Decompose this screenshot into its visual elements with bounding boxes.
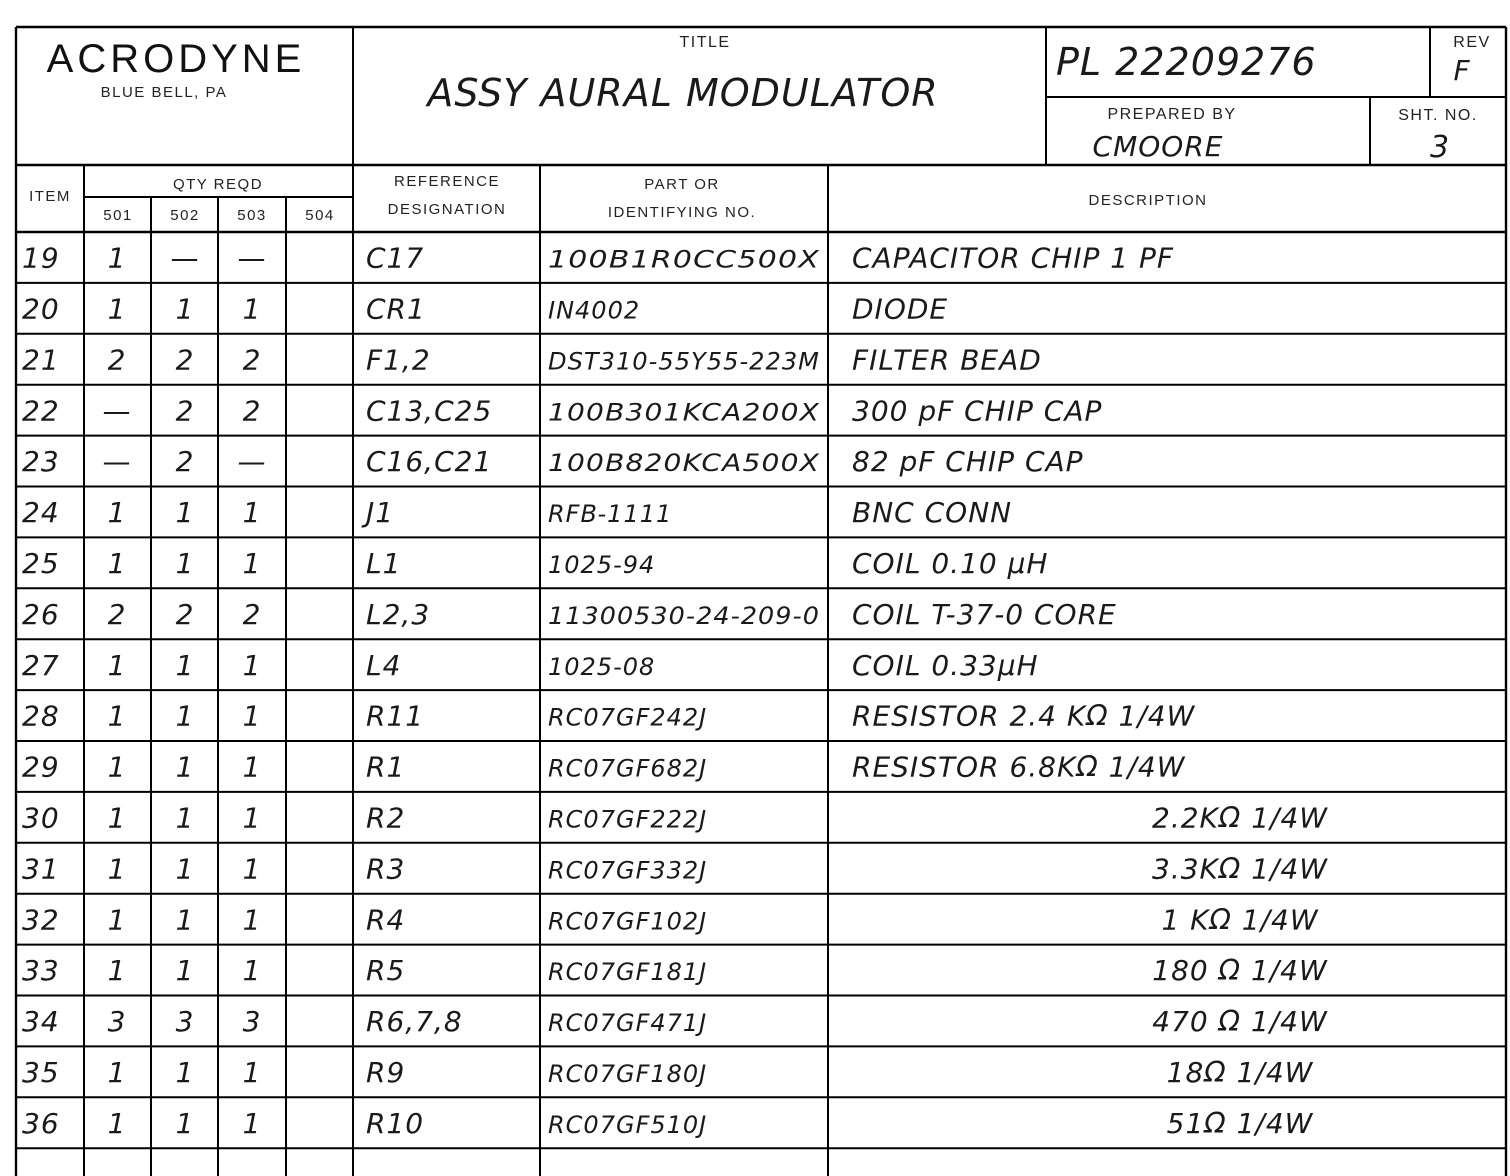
cell-qty-501: 1 bbox=[107, 496, 127, 530]
cell-qty-503: 2 bbox=[242, 597, 262, 631]
col-qty-503-header: 503 bbox=[237, 207, 267, 224]
prepared-by-value: CMOORE bbox=[1092, 130, 1224, 163]
cell-reference: R4 bbox=[366, 903, 406, 937]
cell-qty-501: 3 bbox=[107, 1005, 127, 1039]
cell-qty-503: 2 bbox=[242, 394, 262, 428]
cell-qty-503: 3 bbox=[242, 1005, 262, 1039]
cell-description: 3.3KΩ 1/4W bbox=[1152, 852, 1328, 886]
cell-part-number: RC07GF242J bbox=[548, 703, 708, 732]
col-qty-504-header: 504 bbox=[305, 207, 335, 224]
cell-item: 26 bbox=[22, 597, 60, 631]
cell-part-number: IN4002 bbox=[548, 296, 641, 325]
cell-qty-503: 1 bbox=[242, 954, 262, 988]
cell-qty-503: 1 bbox=[242, 903, 262, 937]
cell-item: 27 bbox=[22, 648, 60, 682]
cell-reference: CR1 bbox=[366, 292, 426, 326]
cell-qty-501: 1 bbox=[107, 852, 127, 886]
cell-qty-503: 1 bbox=[242, 648, 262, 682]
col-item-header: ITEM bbox=[29, 188, 71, 205]
cell-description: 180 Ω 1/4W bbox=[1152, 954, 1328, 988]
cell-description: FILTER BEAD bbox=[852, 343, 1042, 377]
table-row bbox=[22, 343, 1042, 376]
table-row bbox=[22, 751, 1186, 784]
cell-description: 18Ω 1/4W bbox=[1166, 1056, 1314, 1089]
cell-qty-503: — bbox=[237, 445, 267, 479]
cell-reference: R2 bbox=[366, 801, 406, 835]
cell-description: 2.2KΩ 1/4W bbox=[1152, 801, 1328, 835]
cell-reference: L4 bbox=[366, 648, 402, 682]
cell-qty-503: 1 bbox=[242, 801, 262, 835]
table-row bbox=[22, 649, 1039, 682]
prepared-by-label: PREPARED BY bbox=[1107, 106, 1237, 123]
cell-qty-501: 1 bbox=[107, 903, 127, 937]
col-qty-501-header: 501 bbox=[103, 207, 133, 224]
cell-item: 31 bbox=[22, 852, 60, 886]
cell-part-number: RC07GF471J bbox=[548, 1009, 708, 1038]
table-row bbox=[22, 547, 1048, 580]
cell-qty-503: 1 bbox=[242, 1056, 262, 1089]
cell-qty-501: 2 bbox=[107, 597, 127, 631]
cell-qty-501: 1 bbox=[107, 954, 127, 988]
cell-part-number: RC07GF102J bbox=[548, 907, 708, 936]
cell-description: COIL 0.10 μH bbox=[852, 547, 1049, 580]
cell-qty-502: 1 bbox=[175, 750, 195, 784]
col-reference-header-line2: DESIGNATION bbox=[387, 201, 507, 218]
cell-part-number: RC07GF181J bbox=[548, 958, 708, 987]
cell-part-number: DST310-55Y55-223M bbox=[548, 347, 820, 376]
cell-qty-501: 1 bbox=[107, 699, 127, 733]
cell-description: 1 KΩ 1/4W bbox=[1161, 903, 1319, 937]
cell-qty-502: 1 bbox=[175, 648, 195, 682]
cell-reference: L1 bbox=[366, 547, 402, 580]
cell-item: 28 bbox=[22, 699, 60, 733]
sheet-number-label: SHT. NO. bbox=[1398, 107, 1478, 124]
cell-description: DIODE bbox=[852, 292, 949, 326]
cell-item: 21 bbox=[22, 343, 60, 377]
cell-qty-502: 1 bbox=[175, 1056, 195, 1089]
cell-qty-501: — bbox=[102, 394, 132, 428]
rev-value: F bbox=[1453, 54, 1471, 87]
cell-part-number: 100B1R0CC500X bbox=[548, 245, 820, 274]
cell-description: RESISTOR 6.8KΩ 1/4W bbox=[852, 750, 1186, 784]
table-row bbox=[22, 394, 1102, 427]
cell-description: BNC CONN bbox=[852, 496, 1013, 530]
cell-qty-502: 1 bbox=[175, 903, 195, 937]
cell-qty-503: 2 bbox=[242, 343, 262, 377]
cell-qty-502: 1 bbox=[175, 954, 195, 988]
cell-part-number: 1025-08 bbox=[548, 652, 656, 681]
cell-reference: C16,C21 bbox=[366, 445, 493, 479]
cell-reference: R9 bbox=[366, 1056, 406, 1089]
cell-item: 22 bbox=[22, 394, 60, 428]
cell-description: CAPACITOR CHIP 1 PF bbox=[852, 241, 1175, 275]
rev-label: REV bbox=[1453, 34, 1491, 51]
cell-qty-503: 1 bbox=[242, 292, 262, 326]
cell-qty-501: 2 bbox=[107, 343, 127, 377]
cell-reference: R6,7,8 bbox=[366, 1005, 463, 1039]
cell-qty-501: — bbox=[102, 445, 132, 479]
cell-description: 470 Ω 1/4W bbox=[1152, 1005, 1328, 1039]
cell-part-number: 11300530-24-209-0 bbox=[548, 601, 820, 630]
col-qty-header: QTY REQD bbox=[172, 176, 264, 193]
cell-item: 30 bbox=[22, 801, 60, 835]
cell-qty-501: 1 bbox=[107, 1056, 127, 1089]
cell-qty-501: 1 bbox=[107, 801, 127, 835]
cell-part-number: 1025-94 bbox=[548, 551, 656, 579]
cell-part-number: RFB-1111 bbox=[548, 500, 673, 529]
cell-item: 33 bbox=[22, 954, 60, 988]
cell-description: 51Ω 1/4W bbox=[1166, 1106, 1314, 1140]
cell-qty-501: 1 bbox=[107, 547, 127, 580]
table-row bbox=[22, 1056, 1314, 1089]
cell-qty-502: 1 bbox=[175, 1106, 195, 1140]
cell-item: 32 bbox=[22, 903, 60, 937]
cell-part-number: 100B820KCA500X bbox=[548, 449, 820, 478]
cell-qty-501: 1 bbox=[107, 241, 127, 275]
cell-qty-503: 1 bbox=[242, 1106, 262, 1140]
cell-qty-502: 1 bbox=[175, 852, 195, 886]
cell-part-number: RC07GF510J bbox=[548, 1110, 708, 1139]
company-location: BLUE BELL, PA bbox=[100, 84, 228, 101]
cell-description: 82 pF CHIP CAP bbox=[852, 445, 1084, 479]
cell-qty-502: 1 bbox=[175, 699, 195, 733]
col-part-header-line2: IDENTIFYING NO. bbox=[607, 204, 757, 221]
cell-qty-501: 1 bbox=[107, 292, 127, 326]
table-row bbox=[22, 598, 1117, 631]
table-row bbox=[22, 700, 1196, 733]
table-row bbox=[22, 903, 1319, 936]
cell-item: 20 bbox=[22, 292, 60, 326]
cell-reference: C13,C25 bbox=[366, 394, 493, 428]
cell-description: COIL 0.33μH bbox=[852, 648, 1039, 682]
table-row bbox=[22, 242, 1174, 275]
cell-part-number: RC07GF180J bbox=[548, 1060, 708, 1088]
table-row bbox=[22, 293, 948, 326]
cell-item: 29 bbox=[22, 750, 60, 784]
cell-qty-503: 1 bbox=[242, 547, 262, 580]
title-label: TITLE bbox=[679, 34, 731, 51]
cell-reference: F1,2 bbox=[366, 343, 431, 377]
cell-qty-502: 1 bbox=[175, 801, 195, 835]
cell-reference: J1 bbox=[366, 496, 395, 530]
cell-item: 23 bbox=[22, 445, 60, 479]
cell-part-number: RC07GF682J bbox=[548, 754, 708, 783]
cell-reference: R1 bbox=[366, 750, 406, 784]
cell-item: 36 bbox=[22, 1106, 60, 1140]
table-row bbox=[22, 496, 1012, 529]
cell-qty-503: 1 bbox=[242, 496, 262, 530]
cell-item: 25 bbox=[22, 547, 60, 580]
cell-part-number: RC07GF222J bbox=[548, 805, 708, 834]
cell-reference: R3 bbox=[366, 852, 406, 886]
cell-item: 35 bbox=[22, 1056, 60, 1089]
table-row bbox=[22, 445, 1084, 478]
cell-qty-502: 2 bbox=[175, 343, 195, 377]
cell-item: 19 bbox=[22, 241, 60, 275]
cell-qty-503: 1 bbox=[242, 852, 262, 886]
cell-qty-501: 1 bbox=[107, 648, 127, 682]
cell-qty-502: 2 bbox=[175, 445, 195, 479]
cell-qty-501: 1 bbox=[107, 1106, 127, 1140]
cell-qty-502: 1 bbox=[175, 496, 195, 530]
cell-qty-502: 1 bbox=[175, 292, 195, 326]
cell-reference: R5 bbox=[366, 954, 406, 988]
col-description-header: DESCRIPTION bbox=[1088, 192, 1208, 209]
cell-qty-503: 1 bbox=[242, 699, 262, 733]
cell-qty-503: — bbox=[237, 241, 267, 275]
cell-reference: L2,3 bbox=[366, 597, 431, 631]
col-part-header-line1: PART OR bbox=[644, 176, 720, 193]
col-reference-header-line1: REFERENCE bbox=[393, 173, 501, 190]
title-value: ASSY AURAL MODULATOR bbox=[427, 71, 939, 115]
cell-description: COIL T-37-0 CORE bbox=[852, 597, 1117, 631]
cell-qty-502: 2 bbox=[175, 394, 195, 428]
cell-reference: R11 bbox=[366, 699, 425, 733]
sheet-number-value: 3 bbox=[1429, 130, 1451, 165]
cell-item: 34 bbox=[22, 1005, 60, 1039]
cell-reference: C17 bbox=[366, 241, 425, 275]
cell-part-number: RC07GF332J bbox=[548, 856, 708, 885]
cell-qty-502: — bbox=[170, 241, 200, 275]
table-row bbox=[22, 1107, 1314, 1140]
pl-number: PL 22209276 bbox=[1056, 40, 1317, 84]
cell-description: 300 pF CHIP CAP bbox=[852, 394, 1103, 428]
company-name: ACRODYNE bbox=[46, 37, 306, 81]
cell-item: 24 bbox=[22, 496, 60, 530]
cell-qty-502: 1 bbox=[175, 547, 195, 580]
cell-qty-502: 3 bbox=[175, 1005, 195, 1039]
cell-qty-501: 1 bbox=[107, 750, 127, 784]
cell-qty-503: 1 bbox=[242, 750, 262, 784]
cell-part-number: 100B301KCA200X bbox=[548, 398, 820, 427]
cell-reference: R10 bbox=[366, 1106, 425, 1140]
cell-description: RESISTOR 2.4 KΩ 1/4W bbox=[852, 699, 1196, 733]
col-qty-502-header: 502 bbox=[170, 207, 200, 224]
cell-qty-502: 2 bbox=[175, 597, 195, 631]
